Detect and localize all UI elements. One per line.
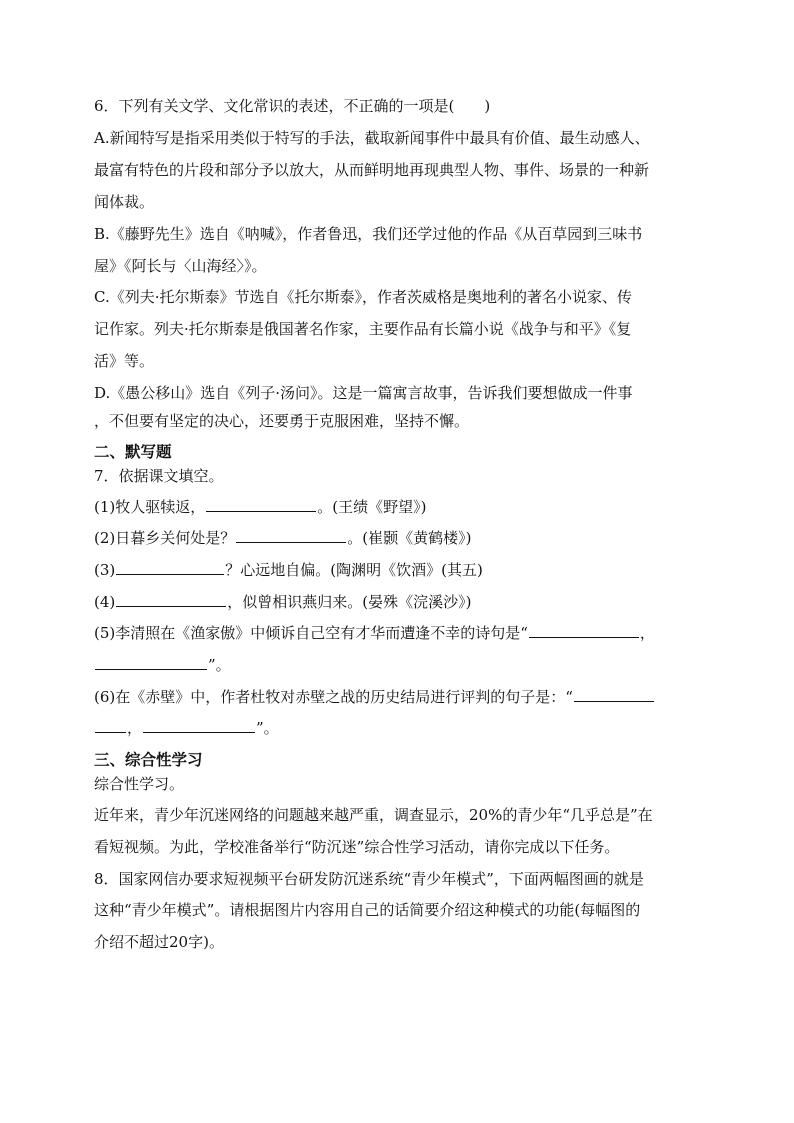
fill-line-6-suffix: ”。	[256, 719, 279, 737]
option-a-line-1: A.新闻特写是指采用类似于特写的手法，截取新闻事件中最具有价值、最生动感人、	[94, 129, 650, 147]
question-8-line-3: 介绍不超过20字)。	[94, 933, 224, 951]
fill-line-4-prefix: (4)	[94, 593, 116, 611]
question-8-line-2: 这种“青少年模式”。请根据图片内容用自己的话简要介绍这种模式的功能(每幅图的	[94, 901, 641, 919]
fill-line-4	[94, 591, 714, 613]
option-d-line-1: D.《愚公移山》选自《列子·汤问》。这是一篇寓言故事，告诉我们要想做成一件事	[94, 384, 633, 402]
question-8-line-1: 8．国家网信办要求短视频平台研发防沉迷系统“青少年模式”，下面两幅图画的就是	[94, 870, 644, 888]
fill-line-3-suffix: ？心远地自偏。(陶渊明《饮酒》(其五)	[225, 561, 483, 579]
answer-blank-5a[interactable]	[529, 623, 639, 638]
answer-blank-4[interactable]	[116, 592, 226, 607]
section-2-heading: 二、默写题	[94, 442, 172, 461]
fill-line-6-comma: ，	[127, 719, 143, 737]
answer-blank-6b[interactable]	[143, 718, 255, 733]
fill-line-6-prefix: (6)在《赤壁》中，作者杜牧对赤壁之战的历史结局进行评判的句子是：“	[94, 688, 573, 706]
fill-line-5-comma: ，	[639, 624, 655, 642]
answer-blank-6a-continued[interactable]	[95, 718, 126, 733]
fill-line-1-suffix: 。(王绩《野望》)	[317, 498, 427, 516]
fill-line-3	[94, 559, 714, 581]
intro-paragraph-line-1: 近年来，青少年沉迷网络的问题越来越严重，调查显示，20%的青少年“几乎总是”在	[94, 806, 653, 824]
fill-line-2-prefix: (2)日暮乡关何处是？	[94, 529, 236, 547]
fill-line-3-prefix: (3)	[94, 561, 116, 579]
option-c-line-1: C.《列夫·托尔斯泰》节选自《托尔斯泰》，作者茨威格是奥地利的著名小说家、传	[94, 288, 632, 306]
fill-line-2	[94, 527, 714, 549]
fill-line-1-prefix: (1)牧人驱犊返，	[94, 498, 206, 516]
option-b-line-2: 屋》《阿长与〈山海经〉》。	[94, 257, 267, 275]
answer-blank-2[interactable]	[236, 528, 346, 543]
fill-line-5-prefix: (5)李清照在《渔家傲》中倾诉自己空有才华而遭逢不幸的诗句是“	[94, 624, 528, 642]
answer-blank-1[interactable]	[206, 497, 316, 512]
question-7-stem: 7．依据课文填空。	[94, 467, 224, 485]
fill-line-2-suffix: 。(崔颢《黄鹤楼》)	[347, 529, 472, 547]
fill-line-6-continued	[94, 717, 714, 739]
fill-line-4-suffix: ，似曾相识燕归来。(晏殊《浣溪沙》)	[227, 593, 472, 611]
intro-paragraph-line-2: 看短视频。为此，学校准备举行“防沉迷”综合性学习活动，请你完成以下任务。	[94, 838, 620, 856]
fill-line-6	[94, 686, 714, 708]
section-3-subtitle: 综合性学习。	[94, 775, 185, 793]
fill-line-5	[94, 622, 714, 644]
option-b-line-1: B.《藤野先生》选自《呐喊》，作者鲁迅，我们还学过他的作品《从百草园到三味书	[94, 225, 643, 243]
option-c-line-3: 活》等。	[94, 352, 155, 370]
answer-blank-3[interactable]	[116, 560, 224, 575]
fill-line-5-suffix: ”。	[208, 656, 231, 674]
option-a-line-2: 最富有特色的片段和部分予以放大，从而鲜明地再现典型人物、事件、场景的一种新	[94, 161, 650, 179]
option-c-line-2: 记作家。列夫·托尔斯泰是俄国著名作家，主要作品有长篇小说《战争与和平》《复	[94, 320, 632, 338]
fill-line-5-continued	[94, 654, 714, 676]
question-6-stem: 6．下列有关文学、文化常识的表述，不正确的一项是( )	[94, 97, 491, 115]
answer-blank-5b[interactable]	[95, 655, 207, 670]
answer-blank-6a[interactable]	[574, 687, 654, 702]
section-3-heading: 三、综合性学习	[94, 750, 203, 769]
option-d-line-2: ，不但要有坚定的决心，还要勇于克服困难，坚持不懈。	[94, 412, 470, 430]
option-a-line-3: 闻体裁。	[94, 193, 155, 211]
fill-line-1	[94, 496, 714, 518]
